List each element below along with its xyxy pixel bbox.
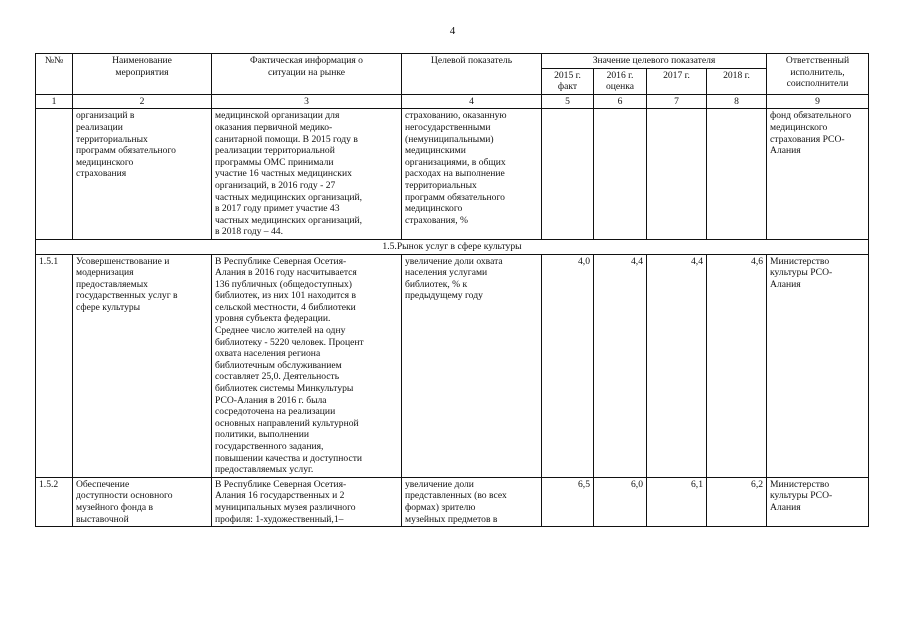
section-title: 1.5.Рынок услуг в сфере культуры [36, 239, 869, 254]
page-number: 4 [449, 25, 456, 37]
header-values: Значение целевого показателя [542, 54, 767, 69]
row-info: В Республике Северная Осетия- Алания 16 государственных и 2 муниципальных музея различного профиля: 1-художественный,1– [212, 477, 402, 526]
row-2015: 4,0 [542, 254, 594, 477]
row-2018 [707, 109, 767, 240]
row-2017 [647, 109, 707, 240]
row-info: медицинской организации для оказания первичной медико- санитарной помощи. В 2015 году в реализации территориальной программы ОМС принимали участие 16 частных медицинских организаций, в 2016 году - 27 частных медицинских организаций, в 2017 году примет участие 43 частных медицинских организаций, в 2018 году – 44. [212, 109, 402, 240]
table-row [36, 109, 869, 240]
section-row [36, 239, 869, 254]
header-num: №№ [36, 54, 73, 95]
row-2016 [594, 109, 647, 240]
row-num: 1.5.2 [36, 477, 73, 526]
index-cell: 6 [594, 94, 647, 109]
index-cell: 3 [212, 94, 402, 109]
row-2018: 6,2 [707, 477, 767, 526]
row-name: Обеспечение доступности основного музейного фонда в выставочной [73, 477, 212, 526]
header-responsible: Ответственный исполнитель, соисполнители [767, 54, 869, 95]
header-2016: 2016 г. оценка [594, 68, 647, 94]
header-2018: 2018 г. [707, 68, 767, 94]
row-name: Усовершенствование и модернизация предоставляемых государственных услуг в сфере культуры [73, 254, 212, 477]
header-name: Наименование мероприятия [73, 54, 212, 95]
row-2017: 4,4 [647, 254, 707, 477]
index-cell: 9 [767, 94, 869, 109]
row-2015 [542, 109, 594, 240]
index-cell: 5 [542, 94, 594, 109]
row-responsible: Министерство культуры РСО- Алания [767, 254, 869, 477]
measures-table [35, 53, 869, 527]
row-target: страхованию, оказанную негосударственными (немуниципальными) медицинскими организациями, в общих расходах на выполнение территориальных программ обязательного медицинского страхования, % [402, 109, 542, 240]
index-cell: 1 [36, 94, 73, 109]
header-2015: 2015 г. факт [542, 68, 594, 94]
row-responsible: фонд обязательного медицинского страхования РСО- Алания [767, 109, 869, 240]
row-2018: 4,6 [707, 254, 767, 477]
header-2017: 2017 г. [647, 68, 707, 94]
row-name: организаций в реализации территориальных программ обязательного медицинского страхования [73, 109, 212, 240]
row-target: увеличение доли представленных (во всех формах) зрителю музейных предметов в [402, 477, 542, 526]
row-num [36, 109, 73, 240]
header-info: Фактическая информация о ситуации на рынке [212, 54, 402, 95]
index-cell: 8 [707, 94, 767, 109]
table-row [36, 254, 869, 477]
header-target: Целевой показатель [402, 54, 542, 95]
index-cell: 2 [73, 94, 212, 109]
row-num: 1.5.1 [36, 254, 73, 477]
header-row [36, 54, 869, 69]
row-info: В Республике Северная Осетия- Алания в 2016 году насчитывается 136 публичных (общедоступных) библиотек, из них 101 находится в сельской местности, 4 библиотеки уровня субъекта федерации. Среднее число жителей на одну библиотеку - 5220 человек. Процент охвата населения региона библиотечным обслуживанием составляет 25,0. Деятельность библиотек системы Минкультуры РСО-Алания в 2016 г. была сосредоточена на реализации основных направлений культурной политики, выполнении государственного задания, повышении качества и доступности предоставляемых услуг. [212, 254, 402, 477]
index-row [36, 94, 869, 109]
row-responsible: Министерство культуры РСО- Алания [767, 477, 869, 526]
row-2016: 6,0 [594, 477, 647, 526]
row-target: увеличение доли охвата населения услугами библиотек, % к предыдущему году [402, 254, 542, 477]
row-2015: 6,5 [542, 477, 594, 526]
row-2016: 4,4 [594, 254, 647, 477]
table-row [36, 477, 869, 526]
row-2017: 6,1 [647, 477, 707, 526]
index-cell: 4 [402, 94, 542, 109]
index-cell: 7 [647, 94, 707, 109]
